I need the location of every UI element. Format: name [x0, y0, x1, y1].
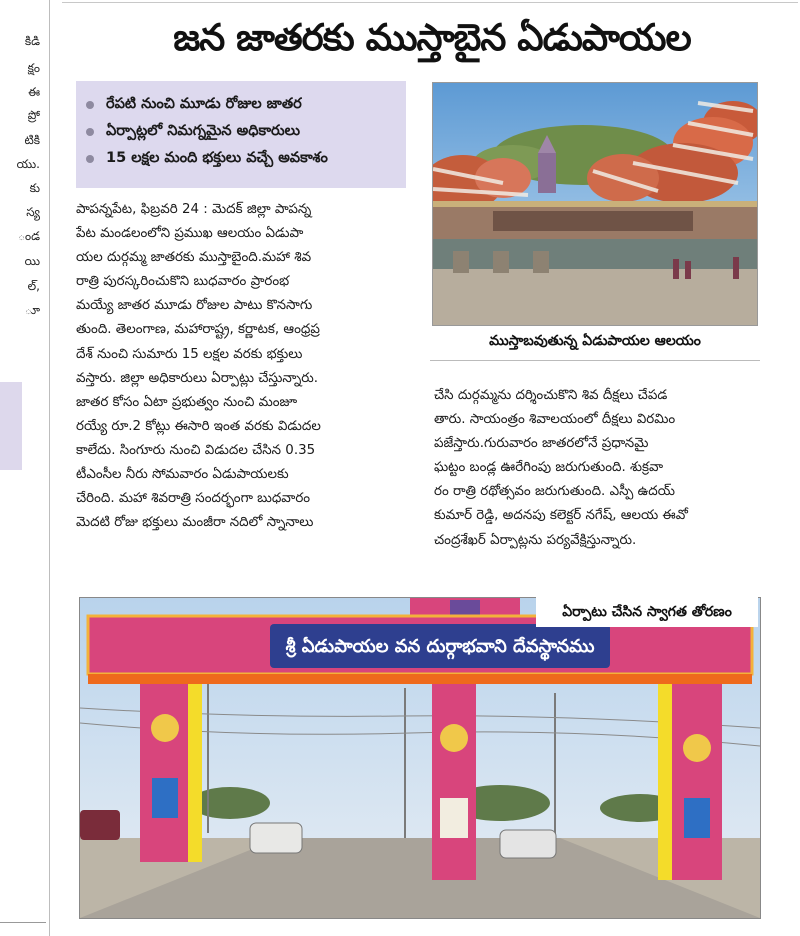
highlight-text: రేపటి నుంచి మూడు రోజుల జాతర [106, 96, 302, 112]
article-body-right [434, 384, 782, 553]
article-line: దేశ్ నుంచి సుమారు 15 లక్షల వరకు భక్తులు [76, 346, 303, 362]
highlight-text: 15 లక్షల మంది భక్తులు వచ్చే అవకాశం [106, 150, 328, 166]
article-line: పాపన్నపేట, ఫిబ్రవరి 24 : మెదక్ జిల్లా పాపన్న [76, 202, 312, 217]
adjacent-column-text: యు. [16, 157, 40, 171]
bullet-icon [86, 155, 94, 163]
article-line: చంద్రశేఖర్ ఏర్పాట్లను పర్యవేక్షిస్తున్నారు. [434, 532, 637, 548]
adjacent-column-text: యి [24, 254, 40, 268]
article-line: పేట మండలంలోని ప్రముఖ ఆలయం ఏడుపా [76, 226, 304, 242]
adjacent-column-text: క్షం [27, 61, 40, 75]
arch-banner-text: శ్రీ ఏడుపాయల వన దుర్గాభవాని దేవస్థానము [285, 636, 595, 657]
highlights-box [76, 81, 406, 188]
article-line: జాతర కోసం ఏటా ప్రభుత్వం నుంచి మంజూ [76, 394, 298, 410]
article-line: తుంది. తెలంగాణ, మహారాష్ట్ర, కర్ణాటక, ఆంధ్రప్ర [76, 322, 320, 338]
bullet-icon [86, 128, 94, 136]
article-line: చేరింది. మహా శివరాత్రి సందర్భంగా బుధవారం [76, 491, 311, 507]
adjacent-column-text: ండ [18, 229, 40, 243]
welcome-arch-photo [79, 597, 761, 919]
top-rule [62, 2, 798, 3]
article-line: రాత్రి పురస్కరించుకొని బుధవారం ప్రారంభ [76, 274, 290, 290]
photo-caption: ముస్తాబవుతున్న ఏడుపాయల ఆలయం [489, 333, 701, 349]
bottom-rule [0, 922, 46, 923]
article-line: చేసి దుర్గమ్మను దర్శించుకొని శివ దీక్షలు చేపడ [434, 388, 668, 403]
adjacent-column-text: ూ [25, 303, 40, 317]
article-line: యల దుర్గమ్మ జాతరకు ముస్తాబైంది.మహా శివ [76, 250, 312, 266]
article-body-left [76, 198, 422, 535]
caption-rule [430, 360, 760, 361]
article-line: రం రాత్రి రథోత్సవం జరుగుతుంది. ఎస్పీ ఉదయ్ [434, 484, 675, 500]
column-divider [49, 0, 50, 936]
bullet-icon [86, 101, 94, 109]
highlight-item [86, 118, 406, 145]
article-line: మయ్యే జాతర మూడు రోజుల పాటు కొనసాగు [76, 298, 313, 314]
article-line: ఘట్టం బండ్ల ఊరేగింపు జరుగుతుంది. శుక్రవా [434, 460, 663, 476]
highlight-item [86, 91, 406, 118]
adjacent-column-text: స్య [26, 205, 40, 219]
adjacent-column [0, 0, 46, 936]
article-line: తారు. సాయంత్రం శివాలయంలో దీక్షలు విరమిం [434, 412, 676, 428]
adjacent-column-text: టికి [24, 133, 40, 147]
headline: జన జాతరకు ముస్తాబైన ఏడుపాయల [173, 16, 691, 59]
article-line: కాలేదు. సింగూరు నుంచి విడుదల చేసిన 0.35 [76, 442, 316, 458]
highlight-item [86, 145, 406, 172]
article-line: పజేస్తారు.గురువారం జాతరలోనే ప్రధానమై [434, 436, 649, 452]
adjacent-column-text: కు [29, 181, 40, 195]
adjacent-shaded-box [0, 382, 22, 470]
article-line: మెదటి రోజు భక్తులు మంజీరా నదిలో స్నానాలు [76, 515, 314, 531]
highlight-text: ఏర్పాట్లలో నిమగ్నమైన అధికారులు [106, 123, 300, 139]
article-line: టీఎంసీల నీరు సోమవారం ఏడుపాయలకు [76, 467, 289, 483]
adjacent-column-text: కిడి [24, 34, 40, 48]
article-line: రయ్యే రూ.2 కోట్లు ఈసారి ఇంత వరకు విడుదల [76, 418, 321, 434]
temple-photo [432, 82, 758, 326]
adjacent-column-text: ప్రో [27, 108, 40, 122]
adjacent-column-text: ఈ [28, 85, 40, 99]
article-line: వస్తారు. జిల్లా అధికారులు ఏర్పాట్లు చేస్తున్నారు. [76, 370, 319, 386]
adjacent-column-text: ల్, [27, 279, 40, 293]
article-line: కుమార్ రెడ్డి, అదనపు కలెక్టర్ నగేష్, ఆలయ ఈవో [434, 508, 688, 524]
photo-caption: ఏర్పాటు చేసిన స్వాగత తోరణం [536, 597, 758, 627]
